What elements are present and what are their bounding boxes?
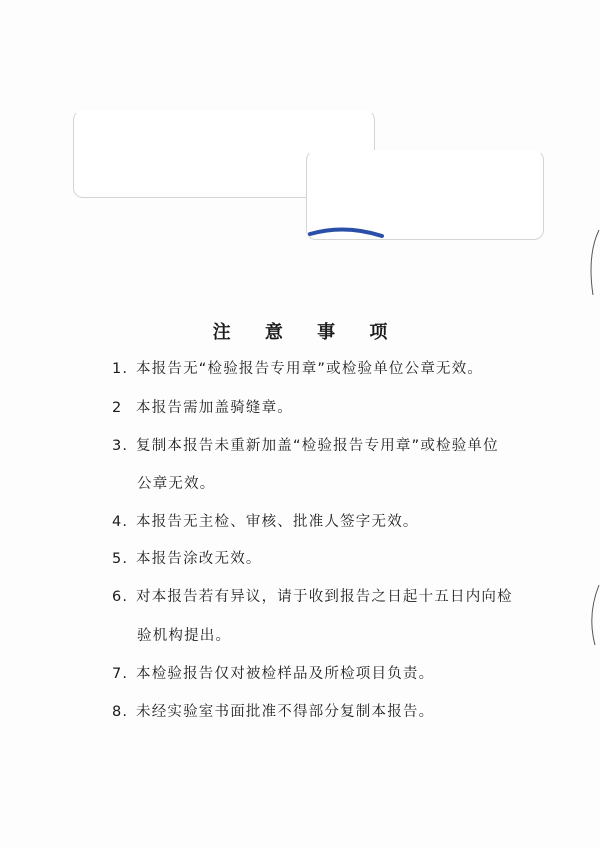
- notice-number: 3.: [112, 438, 129, 454]
- notice-text: 本报告无“检验报告专用章”或检验单位公章无效。: [136, 361, 484, 377]
- notice-number: 6.: [112, 589, 129, 605]
- notice-item-7: [112, 662, 434, 683]
- stamp-fragment: [300, 220, 420, 260]
- notice-number: 8.: [112, 704, 129, 720]
- notice-text: 本报告无主检、审核、批准人签字无效。: [136, 514, 419, 530]
- notice-number: 7.: [112, 666, 129, 682]
- notice-text: 未经实验室书面批准不得部分复制本报告。: [136, 704, 435, 720]
- notice-text: 本报告涂改无效。: [136, 551, 262, 567]
- notice-number: 5.: [112, 551, 129, 567]
- page-title: 注 意 事 项: [212, 322, 402, 343]
- notice-text: 复制本报告未重新加盖“检验报告专用章”或检验单位: [136, 438, 499, 454]
- notice-text: 本检验报告仅对被检样品及所检项目负责。: [136, 666, 435, 682]
- notice-item-5: [112, 547, 262, 568]
- notice-item-3: [112, 434, 499, 455]
- notice-number: 2: [112, 400, 123, 416]
- notice-item-6-continuation: 验机构提出。: [137, 628, 232, 644]
- notice-text: 对本报告若有异议，请于收到报告之日起十五日内向检: [136, 589, 513, 605]
- notice-item-2: [112, 396, 293, 417]
- notice-number: 4.: [112, 514, 129, 530]
- seal-edge-fragment: [585, 215, 600, 685]
- notice-item-8: [112, 700, 434, 721]
- notice-text: 本报告需加盖骑缝章。: [136, 400, 293, 416]
- notice-item-6: [112, 585, 513, 606]
- notice-item-4: [112, 510, 419, 531]
- notice-item-3-continuation: 公章无效。: [137, 476, 216, 492]
- notice-number: 1.: [112, 361, 129, 377]
- notice-item-1: [112, 357, 483, 378]
